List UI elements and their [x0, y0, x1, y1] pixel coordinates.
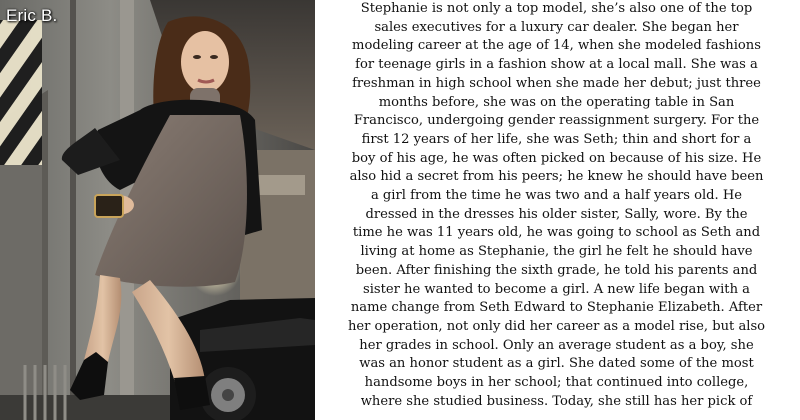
- story-line: for teenage girls in a fashion show at a local mall. She was a: [355, 57, 758, 73]
- story-line: her grades in school. Only an average student as a boy, she: [359, 337, 754, 353]
- story-line: name change from Seth Edward to Stephanie Elizabeth. After: [350, 300, 763, 316]
- story-line: Francisco, undergoing gender reassignment surgery. For the: [353, 113, 760, 129]
- cover-photo: [0, 0, 315, 420]
- story-line: modeling career at the age of 14, when she modeled fashions: [352, 38, 761, 54]
- story-line: a girl from the time he was two and a half years old. He: [370, 188, 743, 204]
- story-line: sales executives for a luxury car dealer. She began her: [374, 19, 739, 35]
- story-line: also hid a secret from his peers; he knew he should have been: [349, 169, 764, 185]
- story-line: where she studied business. Today, she still has her pick of: [360, 393, 753, 409]
- story-line: boy of his age, he was often picked on because of his size. He: [351, 150, 762, 166]
- story-line: sister he wanted to become a girl. A new life began with a: [363, 281, 750, 297]
- story-text-panel: [315, 0, 800, 420]
- story-line: was an honor student as a girl. She dated some of the most: [359, 356, 754, 372]
- story-line: been. After finishing the sixth grade, he told his parents and: [355, 262, 758, 278]
- story-line: her operation, not only did her career as a model rise, but also: [347, 318, 766, 334]
- story-line: living at home as Stephanie, the girl he felt he should have: [360, 244, 753, 260]
- story-line: freshman in high school when she made her debut; just three: [352, 75, 761, 91]
- story-line: months before, she was on the operating table in San: [378, 94, 735, 110]
- story-line: dressed in the dresses his older sister, Sally, wore. By the: [365, 206, 748, 222]
- photo-credit: Eric B.: [6, 6, 58, 25]
- story-line: handsome boys in her school; that continued into college,: [364, 375, 749, 391]
- story-line: first 12 years of her life, she was Seth; thin and short for a: [361, 131, 752, 147]
- story-line: time he was 11 years old, he was going to school as Seth and: [352, 225, 761, 241]
- story-line: Stephanie is not only a top model, she’s also one of the top: [360, 1, 753, 16]
- story-paragraph: [315, 0, 800, 411]
- photo-illustration: [0, 0, 315, 420]
